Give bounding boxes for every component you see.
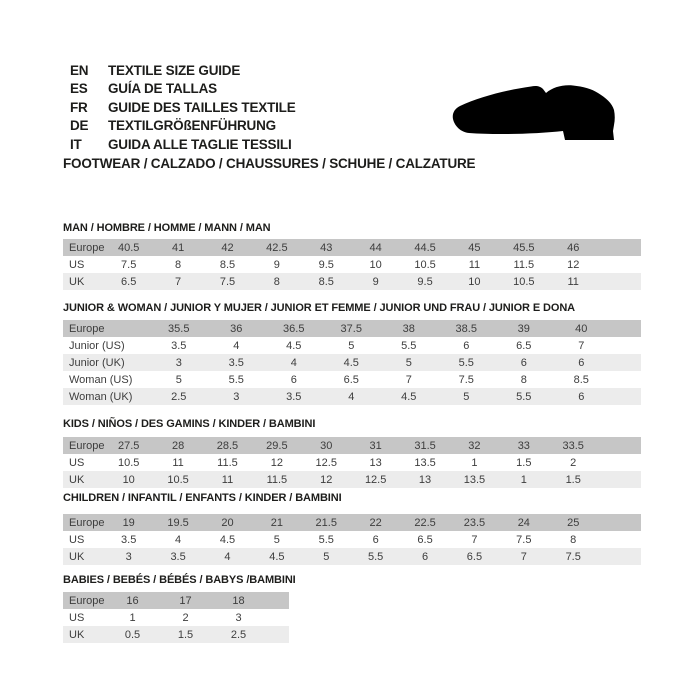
table-row <box>63 548 641 565</box>
size-value-cell: 10 <box>369 258 382 271</box>
filler-cell <box>598 548 641 565</box>
filler-cell <box>610 337 641 354</box>
size-value-cell: 35.5 <box>168 322 190 335</box>
size-value-cell: 6.5 <box>343 373 359 386</box>
table-row <box>63 471 641 488</box>
size-value-cell: 40.5 <box>117 241 140 254</box>
size-value-cell: 3 <box>125 550 132 563</box>
size-value-cell: 21.5 <box>315 516 337 529</box>
filler-cell <box>598 531 641 548</box>
filler-cell <box>610 320 641 337</box>
row-label-cell: Europe <box>69 322 105 335</box>
size-value-cell: 38.5 <box>455 322 477 335</box>
size-value-cell: 4 <box>224 550 231 563</box>
size-value-cell: 40 <box>575 322 588 335</box>
size-value-cell: 25 <box>567 516 580 529</box>
row-label-cell: Europe <box>69 241 104 254</box>
row-label-cell: UK <box>69 275 85 288</box>
size-value-cell: 20 <box>221 516 234 529</box>
size-value-cell: 5.5 <box>516 390 532 403</box>
size-value-cell: 5 <box>323 550 330 563</box>
row-label-cell: UK <box>69 550 85 563</box>
size-value-cell: 17 <box>179 594 192 607</box>
table-row <box>63 609 289 626</box>
row-label-cell: UK <box>69 473 85 486</box>
size-value-cell: 6.5 <box>121 275 137 288</box>
size-value-cell: 23.5 <box>463 516 486 529</box>
size-value-cell: 10.5 <box>513 275 535 288</box>
filler-cell <box>610 371 641 388</box>
filler-cell <box>598 514 641 531</box>
size-value-cell: 2 <box>570 456 577 469</box>
table-row <box>63 273 641 290</box>
size-value-cell: 3.5 <box>171 339 187 352</box>
row-label-cell: Woman (US) <box>69 373 133 386</box>
size-value-cell: 11 <box>172 456 184 469</box>
category-heading: FOOTWEAR / CALZADO / CHAUSSURES / SCHUHE / CALZATURE <box>63 156 476 171</box>
row-label-cell: Europe <box>69 516 104 529</box>
filler-cell <box>610 354 641 371</box>
language-label: TEXTILGRÖßENFÜHRUNG <box>108 118 276 134</box>
table-row <box>63 454 641 471</box>
size-value-cell: 4 <box>290 356 297 369</box>
language-code: EN <box>70 63 89 78</box>
size-value-cell: 4 <box>233 339 240 352</box>
size-value-cell: 6 <box>372 533 379 546</box>
size-value-cell: 22 <box>369 516 382 529</box>
size-value-cell: 5.5 <box>401 339 417 352</box>
size-value-cell: 9.5 <box>417 275 433 288</box>
size-value-cell: 6.5 <box>466 550 483 563</box>
size-value-cell: 9.5 <box>318 258 334 271</box>
size-value-cell: 19.5 <box>167 516 189 529</box>
size-value-cell: 5 <box>348 339 355 352</box>
size-value-cell: 4.5 <box>269 550 285 563</box>
size-value-cell: 39 <box>517 322 530 335</box>
size-value-cell: 13.5 <box>414 456 436 469</box>
table-row <box>63 239 641 256</box>
size-value-cell: 10 <box>468 275 481 288</box>
size-value-cell: 6 <box>290 373 297 386</box>
filler-cell <box>265 626 289 643</box>
babies-size-table <box>63 592 289 643</box>
size-value-cell: 7 <box>175 275 182 288</box>
table-row <box>63 531 641 548</box>
size-value-cell: 6 <box>578 390 585 403</box>
row-label-cell: Woman (UK) <box>69 390 133 403</box>
row-label-cell: Europe <box>69 594 105 607</box>
size-value-cell: 46 <box>567 241 580 254</box>
size-value-cell: 2.5 <box>171 390 187 403</box>
section-title-babies: BABIES / BEBÉS / BÉBÉS / BABYS /BAMBINI <box>63 574 296 586</box>
size-value-cell: 21 <box>270 516 283 529</box>
language-row <box>70 80 296 98</box>
size-value-cell: 18 <box>232 594 245 607</box>
size-value-cell: 9 <box>273 258 280 271</box>
language-code: ES <box>70 81 88 97</box>
table-row <box>63 256 641 273</box>
language-label: GUIDE DES TAILLES TEXTILE <box>108 99 296 115</box>
size-value-cell: 5.5 <box>368 550 384 563</box>
kids-size-table <box>63 437 641 488</box>
size-value-cell: 44.5 <box>414 241 436 254</box>
size-value-cell: 24 <box>517 516 530 529</box>
row-label-cell: US <box>69 456 85 469</box>
size-value-cell: 37.5 <box>340 322 362 335</box>
size-value-cell: 8 <box>273 275 280 288</box>
size-value-cell: 3.5 <box>170 550 186 563</box>
size-value-cell: 1 <box>520 473 527 486</box>
language-heading-list <box>70 62 296 154</box>
size-value-cell: 45.5 <box>513 241 535 254</box>
size-value-cell: 19 <box>122 516 135 529</box>
filler-cell <box>598 273 641 290</box>
size-value-cell: 8 <box>175 258 182 271</box>
size-value-cell: 29.5 <box>266 439 288 452</box>
size-value-cell: 1 <box>471 456 478 469</box>
size-value-cell: 8.5 <box>318 275 334 288</box>
size-value-cell: 4 <box>175 533 182 546</box>
filler-cell <box>598 256 641 273</box>
filler-cell <box>265 592 289 609</box>
size-value-cell: 9 <box>372 275 379 288</box>
size-value-cell: 12 <box>567 258 580 271</box>
table-row <box>63 337 641 354</box>
size-value-cell: 28 <box>171 439 185 452</box>
size-value-cell: 27.5 <box>117 439 140 452</box>
size-value-cell: 1.5 <box>565 473 581 486</box>
size-value-cell: 7 <box>405 373 412 386</box>
size-value-cell: 36 <box>230 322 243 335</box>
size-value-cell: 5.5 <box>228 373 244 386</box>
size-value-cell: 6 <box>463 339 470 352</box>
shoe-icon <box>451 85 623 143</box>
size-value-cell: 10.5 <box>167 473 189 486</box>
size-value-cell: 33.5 <box>562 439 584 452</box>
size-value-cell: 31.5 <box>414 439 436 452</box>
table-row <box>63 320 641 337</box>
language-row <box>70 99 296 117</box>
size-value-cell: 43 <box>320 241 333 254</box>
size-value-cell: 31 <box>369 439 382 452</box>
size-value-cell: 1.5 <box>516 456 532 469</box>
size-value-cell: 3.5 <box>286 390 302 403</box>
size-value-cell: 12 <box>270 456 283 469</box>
junior-woman-size-table <box>63 320 641 405</box>
size-value-cell: 2.5 <box>230 628 247 641</box>
size-value-cell: 12 <box>320 473 333 486</box>
size-value-cell: 8.5 <box>573 373 589 386</box>
size-value-cell: 33 <box>517 439 530 452</box>
size-value-cell: 5 <box>405 356 412 369</box>
size-value-cell: 11.5 <box>217 456 238 469</box>
section-title-kids: KIDS / NIÑOS / DES GAMINS / KINDER / BAMBINI <box>63 418 316 430</box>
language-code: FR <box>70 99 88 115</box>
size-value-cell: 12.5 <box>315 456 337 469</box>
size-value-cell: 3.5 <box>228 356 244 369</box>
size-value-cell: 3 <box>233 390 240 403</box>
size-value-cell: 5.5 <box>318 533 334 546</box>
filler-cell <box>265 609 289 626</box>
size-value-cell: 7.5 <box>565 550 581 563</box>
filler-cell <box>598 471 641 488</box>
size-value-cell: 16 <box>126 594 139 607</box>
size-value-cell: 7 <box>578 339 585 352</box>
size-value-cell: 1.5 <box>177 628 194 641</box>
size-value-cell: 3 <box>175 356 182 369</box>
size-value-cell: 4.5 <box>343 356 359 369</box>
size-value-cell: 11 <box>567 275 579 288</box>
language-code: IT <box>70 136 82 152</box>
row-label-cell: US <box>69 258 85 271</box>
table-row <box>63 388 641 405</box>
row-label-cell: US <box>69 611 85 624</box>
row-label-cell: US <box>69 533 85 546</box>
language-label: GUÍA DE TALLAS <box>108 81 217 97</box>
row-label-cell: Junior (US) <box>69 339 125 352</box>
section-title-junior-woman: JUNIOR & WOMAN / JUNIOR Y MUJER / JUNIOR ET FEMME / JUNIOR UND FRAU / JUNIOR E DONA <box>63 302 576 314</box>
size-value-cell: 5 <box>273 533 280 546</box>
size-value-cell: 32 <box>468 439 481 452</box>
size-value-cell: 4.5 <box>219 533 236 546</box>
size-value-cell: 13 <box>369 456 382 469</box>
size-value-cell: 41 <box>171 241 185 254</box>
language-row <box>70 117 296 135</box>
row-label-cell: UK <box>69 628 85 641</box>
language-code: DE <box>70 118 89 134</box>
size-value-cell: 6 <box>578 356 585 369</box>
language-label: TEXTILE SIZE GUIDE <box>108 63 241 78</box>
table-row <box>63 592 289 609</box>
size-value-cell: 30 <box>320 439 333 452</box>
table-row <box>63 437 641 454</box>
size-value-cell: 7 <box>520 550 527 563</box>
table-row <box>63 514 641 531</box>
filler-cell <box>598 239 641 256</box>
size-value-cell: 5 <box>463 390 470 403</box>
size-value-cell: 7.5 <box>458 373 474 386</box>
size-value-cell: 10 <box>122 473 135 486</box>
size-value-cell: 11.5 <box>266 473 288 486</box>
size-value-cell: 11.5 <box>513 258 535 271</box>
size-value-cell: 28.5 <box>216 439 239 452</box>
size-value-cell: 11 <box>468 258 481 271</box>
size-value-cell: 36.5 <box>283 322 305 335</box>
size-value-cell: 6 <box>520 356 527 369</box>
size-value-cell: 8 <box>520 373 527 386</box>
size-value-cell: 13.5 <box>463 473 486 486</box>
size-value-cell: 13 <box>418 473 432 486</box>
table-row <box>63 354 641 371</box>
filler-cell <box>598 437 641 454</box>
language-row <box>70 62 296 80</box>
size-value-cell: 3.5 <box>121 533 137 546</box>
size-value-cell: 0.5 <box>124 628 141 641</box>
shoe-silhouette-path <box>453 85 615 140</box>
size-value-cell: 42 <box>221 241 234 254</box>
language-label: GUIDA ALLE TAGLIE TESSILI <box>108 136 292 152</box>
size-value-cell: 38 <box>402 322 415 335</box>
size-value-cell: 10.5 <box>117 456 140 469</box>
size-value-cell: 6 <box>421 550 429 563</box>
section-title-man: MAN / HOMBRE / HOMME / MANN / MAN <box>63 222 271 234</box>
size-value-cell: 7.5 <box>516 533 532 546</box>
row-label-cell: Junior (UK) <box>69 356 125 369</box>
row-label-cell: Europe <box>69 439 104 452</box>
size-value-cell: 5 <box>175 373 182 386</box>
size-value-cell: 42.5 <box>266 241 288 254</box>
size-value-cell: 22.5 <box>414 516 436 529</box>
size-value-cell: 7.5 <box>219 275 236 288</box>
man-size-table <box>63 239 641 290</box>
size-value-cell: 10.5 <box>414 258 436 271</box>
size-value-cell: 2 <box>182 611 189 624</box>
size-value-cell: 4.5 <box>401 390 417 403</box>
section-title-children: CHILDREN / INFANTIL / ENFANTS / KINDER / BAMBINI <box>63 492 342 504</box>
size-value-cell: 45 <box>468 241 481 254</box>
size-value-cell: 12.5 <box>364 473 387 486</box>
filler-cell <box>598 454 641 471</box>
children-size-table <box>63 514 641 565</box>
table-row <box>63 626 289 643</box>
size-value-cell: 8.5 <box>219 258 236 271</box>
size-value-cell: 7 <box>471 533 478 546</box>
size-value-cell: 8 <box>570 533 577 546</box>
size-value-cell: 6.5 <box>417 533 433 546</box>
size-value-cell: 44 <box>369 241 382 254</box>
size-value-cell: 4 <box>348 390 355 403</box>
size-value-cell: 4.5 <box>286 339 302 352</box>
size-value-cell: 11 <box>221 473 234 486</box>
size-value-cell: 6.5 <box>516 339 532 352</box>
size-value-cell: 7.5 <box>121 258 137 271</box>
language-row <box>70 136 296 154</box>
size-value-cell: 1 <box>129 611 136 624</box>
table-row <box>63 371 641 388</box>
size-value-cell: 3 <box>235 611 242 624</box>
size-value-cell: 5.5 <box>458 356 474 369</box>
filler-cell <box>610 388 641 405</box>
